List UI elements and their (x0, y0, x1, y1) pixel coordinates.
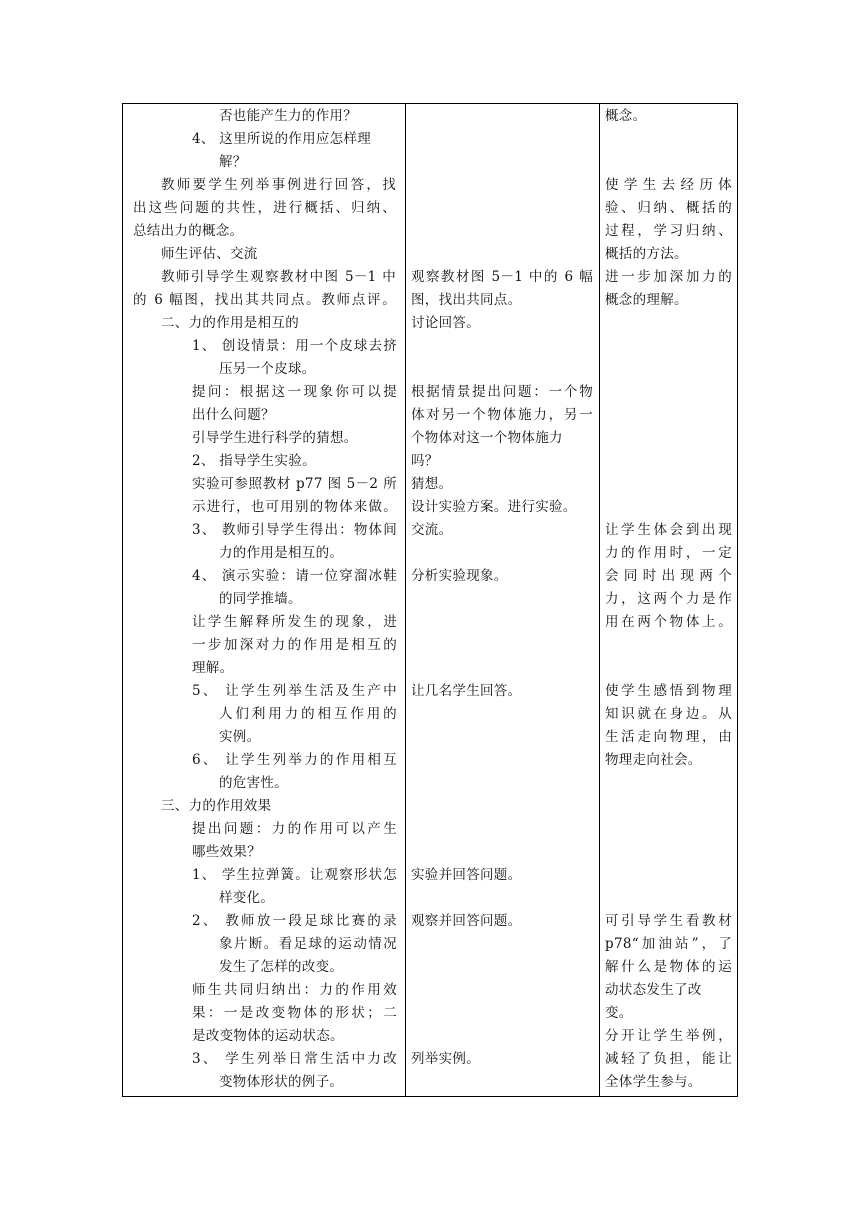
list-item: 6、 让学生列举力的作用相互 (192, 752, 397, 768)
text-line: 象片断。看足球的运动情况 (219, 936, 397, 952)
text-line: 让学生体会到出现 (605, 522, 732, 538)
text-line: 会同时出现两个 (605, 568, 732, 584)
list-item: 2、 教师放一段足球比赛的录 (192, 913, 397, 929)
text-line: 观察并回答问题。 (411, 913, 522, 929)
text-line: 变物体形状的例子。 (219, 1074, 344, 1090)
text-line: 图，找出共同点。 (411, 292, 522, 308)
text-line: 可引导学生看教材 (605, 913, 732, 929)
text-line: 猜想。 (411, 476, 453, 492)
text-line: 全体学生参与。 (605, 1074, 702, 1090)
text-line: 生活走向物理，由 (605, 729, 732, 745)
text-line: 哪些效果？ (192, 844, 261, 860)
text-line: 根据情景提出问题：一个物 (411, 384, 593, 400)
text-line: 过程，学习归纳、 (605, 223, 732, 239)
text-line: 力的作用是相互的。 (219, 545, 344, 561)
text-line: 教师引导学生观察教材中图 5－1 中 (161, 269, 396, 285)
text-line: 一步加深对力的作用是相互的 (192, 637, 397, 653)
text-line: 物理走向社会。 (605, 752, 702, 768)
text-line: 否也能产生力的作用？ (219, 108, 357, 124)
text-line: 设计实验方案。进行实验。 (411, 499, 577, 515)
section-heading: 二、力的作用是相互的 (161, 315, 299, 331)
text-line: 减轻了负担，能让 (605, 1051, 732, 1067)
text-line: 概括的方法。 (605, 246, 688, 262)
text-line: 使学生去经历体 (605, 177, 732, 193)
list-item: 5、 让学生列举生活及生产中 (192, 683, 397, 699)
list-item: 4、 这里所说的作用应怎样理 (192, 131, 372, 147)
text-line: 交流。 (411, 522, 453, 538)
list-item: 3、 教师引导学生得出：物体间 (192, 522, 397, 538)
text-line: 力的作用时，一定 (605, 545, 732, 561)
text-line: 观察教材图 5－1 中的 6 幅 (411, 269, 593, 285)
text-line: 实验可参照教材 p77 图 5－2 所 (192, 476, 397, 492)
text-line: p78“加油站”，了 (605, 936, 732, 952)
text-line: 压另一个皮球。 (219, 361, 316, 377)
list-item: 3、 学生列举日常生活中力改 (192, 1051, 397, 1067)
text-line: 师生共同归纳出：力的作用效 (192, 982, 397, 998)
text-line: 出这些问题的共性，进行概括、归纳、 (133, 200, 396, 216)
text-line: 让几名学生回答。 (411, 683, 522, 699)
text-line: 让学生解释所发生的现象，进 (192, 614, 397, 630)
text-line: 出什么问题？ (192, 407, 275, 423)
list-item: 1、 创设情景：用一个皮球去挤 (192, 338, 397, 354)
section-heading: 三、力的作用效果 (161, 798, 272, 814)
text-line: 解什么是物体的运 (605, 959, 732, 975)
text-line: 是改变物体的运动状态。 (192, 1028, 344, 1044)
text-line: 验、归纳、概括的 (605, 200, 732, 216)
list-item: 2、 指导学生实验。 (192, 453, 316, 469)
text-line: 理解。 (192, 660, 234, 676)
text-line: 师生评估、交流 (161, 246, 258, 262)
text-line: 吗？ (411, 453, 439, 469)
text-line: 使学生感悟到物理 (605, 683, 732, 699)
text-line: 总结出力的概念。 (133, 223, 244, 239)
text-line: 实例。 (219, 729, 261, 745)
design-intent-column (600, 104, 739, 1096)
list-item: 4、 演示实验：请一位穿溜冰鞋 (192, 568, 397, 584)
text-line: 的危害性。 (219, 775, 288, 791)
text-line: 概念的理解。 (605, 292, 688, 308)
text-line: 的同学推墙。 (219, 591, 302, 607)
text-line: 用在两个物体上。 (605, 614, 732, 630)
text-line: 的 6 幅图，找出其共同点。教师点评。 (133, 292, 396, 308)
text-line: 进一步加深加力的 (605, 269, 732, 285)
text-line: 个物体对这一个物体施力 (411, 430, 563, 446)
lesson-plan-table (122, 103, 738, 1097)
text-line: 列举实例。 (411, 1051, 480, 1067)
text-line: 概念。 (605, 108, 647, 124)
list-item: 1、 学生拉弹簧。让观察形状怎 (192, 867, 397, 883)
text-line: 人们利用力的相互作用的 (219, 706, 397, 722)
text-line: 提问：根据这一现象你可以提 (192, 384, 397, 400)
text-line: 引导学生进行科学的猜想。 (192, 430, 358, 446)
text-line: 变。 (605, 1005, 633, 1021)
text-line: 分开让学生举例， (605, 1028, 732, 1044)
text-line: 发生了怎样的改变。 (219, 959, 344, 975)
text-line: 示进行，也可用别的物体来做。 (192, 499, 397, 515)
text-line: 体对另一个物体施力，另一 (411, 407, 593, 423)
student-activity-column (406, 104, 599, 1096)
text-line: 果：一是改变物体的形状；二 (192, 1005, 397, 1021)
text-line: 知识就在身边。从 (605, 706, 732, 722)
text-line: 提出问题：力的作用可以产生 (192, 821, 397, 837)
text-line: 分析实验现象。 (411, 568, 508, 584)
text-line: 样变化。 (219, 890, 275, 906)
text-line: 教师要学生列举事例进行回答，找 (161, 177, 396, 193)
teacher-activity-column (123, 104, 405, 1096)
text-line: 讨论回答。 (411, 315, 480, 331)
text-line: 解？ (219, 154, 247, 170)
text-line: 力，这两个力是作 (605, 591, 732, 607)
text-line: 实验并回答问题。 (411, 867, 522, 883)
text-line: 动状态发生了改 (605, 982, 702, 998)
